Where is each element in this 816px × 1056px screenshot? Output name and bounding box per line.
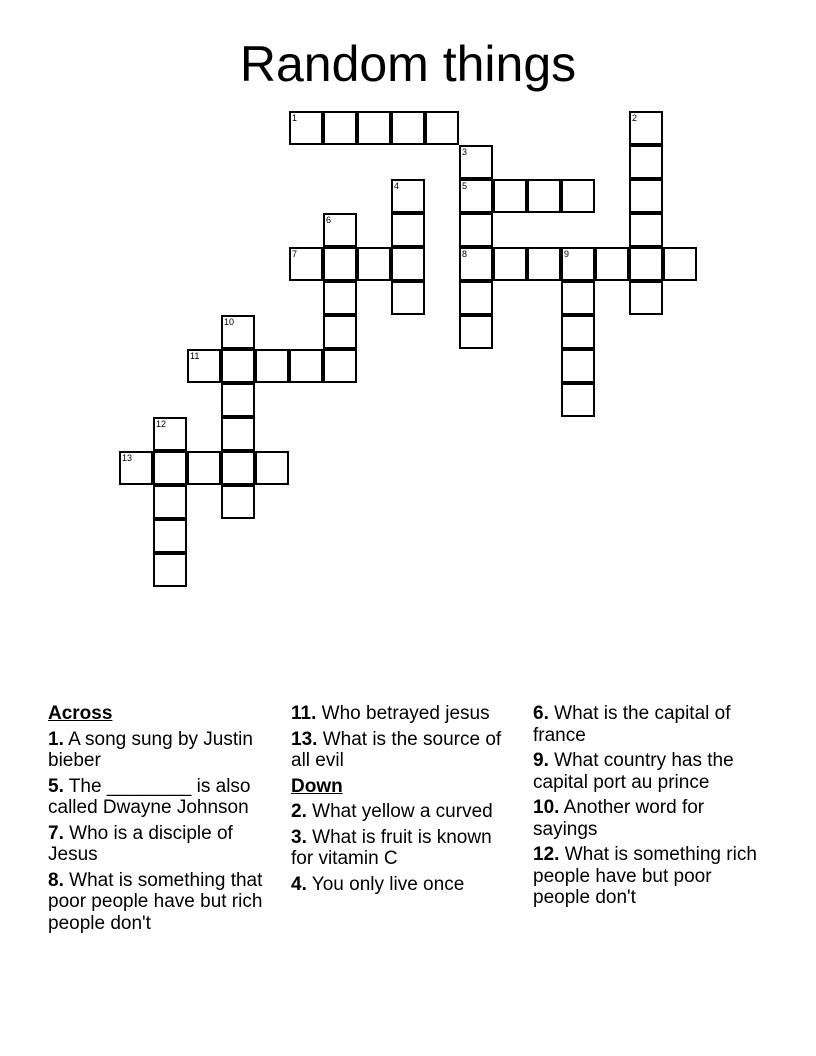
grid-cell[interactable]	[221, 315, 255, 349]
clue-across-8: 8. What is something that poor people have but rich people don't	[48, 869, 263, 934]
clue-down-10: 10. Another word for sayings	[533, 797, 705, 840]
down-heading: Down	[291, 775, 343, 797]
clue-across-5: 5. The ________ is also called Dwayne Johnson	[48, 775, 251, 818]
grid-cell[interactable]	[629, 145, 663, 179]
grid-cell[interactable]	[663, 247, 697, 281]
puzzle-title: Random things	[239, 36, 577, 92]
grid-cell[interactable]	[561, 349, 595, 383]
grid-cell[interactable]	[561, 179, 595, 213]
cell-number: 12	[156, 419, 167, 429]
grid-cell[interactable]	[459, 281, 493, 315]
grid-cell[interactable]	[323, 111, 357, 145]
grid-cell[interactable]	[289, 247, 323, 281]
grid-cell[interactable]	[153, 485, 187, 519]
grid-cell[interactable]	[221, 451, 255, 485]
clue-down-2: 2. What yellow a curved	[291, 801, 493, 822]
grid-cell[interactable]	[323, 247, 357, 281]
grid-cell[interactable]	[221, 349, 255, 383]
grid-cell[interactable]	[153, 417, 187, 451]
clue-down-4: 4. You only live once	[291, 873, 465, 895]
grid-cell[interactable]	[153, 451, 187, 485]
grid-cell[interactable]	[527, 179, 561, 213]
grid-cell[interactable]	[119, 451, 153, 485]
grid-cell[interactable]	[527, 247, 561, 281]
grid-cell[interactable]	[153, 553, 187, 587]
grid-cell[interactable]	[629, 213, 663, 247]
grid-cell[interactable]	[629, 179, 663, 213]
cell-number: 2	[632, 113, 638, 123]
grid-cell[interactable]	[391, 281, 425, 315]
clue-across-11: 11. Who betrayed jesus	[291, 703, 490, 724]
grid-cell[interactable]	[255, 349, 289, 383]
grid-cell[interactable]	[493, 247, 527, 281]
clue-across-7: 7. Who is a disciple of Jesus	[48, 822, 233, 865]
grid-cell[interactable]	[391, 111, 425, 145]
cell-number: 11	[190, 351, 200, 361]
grid-cell[interactable]	[187, 451, 221, 485]
grid-cell[interactable]	[323, 349, 357, 383]
grid-cell[interactable]	[629, 247, 663, 281]
grid-cell[interactable]	[153, 519, 187, 553]
grid-cell[interactable]	[629, 281, 663, 315]
grid-cell[interactable]	[221, 417, 255, 451]
cell-number: 3	[462, 147, 468, 157]
clue-down-3: 3. What is fruit is known for vitamin C	[291, 826, 492, 869]
grid-cell[interactable]	[459, 213, 493, 247]
cell-number: 6	[326, 215, 332, 225]
clue-across-1: 1. A song sung by Justin bieber	[48, 728, 253, 771]
grid-cell[interactable]	[561, 315, 595, 349]
grid-cell[interactable]	[289, 349, 323, 383]
cell-number: 4	[394, 181, 400, 191]
clue-column-2	[291, 703, 516, 899]
grid-cell[interactable]	[459, 179, 493, 213]
grid-cell[interactable]	[391, 213, 425, 247]
grid-cell[interactable]	[561, 247, 595, 281]
grid-cell[interactable]	[323, 315, 357, 349]
grid-cell[interactable]	[357, 111, 391, 145]
grid-cell[interactable]	[357, 247, 391, 281]
clue-column-3	[533, 703, 758, 913]
clue-across-13: 13. What is the source of all evil	[291, 728, 502, 771]
grid-cell[interactable]	[323, 281, 357, 315]
clue-column-1	[48, 703, 273, 938]
cell-number: 5	[462, 181, 468, 191]
grid-cell[interactable]	[561, 281, 595, 315]
grid-cell[interactable]	[493, 179, 527, 213]
cell-number: 13	[122, 453, 133, 463]
grid-cell[interactable]	[561, 383, 595, 417]
cell-number: 7	[292, 249, 298, 259]
grid-cell[interactable]	[187, 349, 221, 383]
grid-cell[interactable]	[323, 213, 357, 247]
grid-cell[interactable]	[255, 451, 289, 485]
grid-cell[interactable]	[221, 383, 255, 417]
grid-cell[interactable]	[289, 111, 323, 145]
grid-cell[interactable]	[459, 315, 493, 349]
cell-number: 1	[292, 113, 298, 123]
grid-cell[interactable]	[221, 485, 255, 519]
clue-down-6: 6. What is the capital of france	[533, 703, 731, 746]
grid-cell[interactable]	[459, 247, 493, 281]
cell-number: 8	[462, 249, 468, 259]
grid-cell[interactable]	[391, 179, 425, 213]
cell-number: 10	[224, 317, 235, 327]
grid-cell[interactable]	[595, 247, 629, 281]
grid-cell[interactable]	[629, 111, 663, 145]
grid-cell[interactable]	[459, 145, 493, 179]
clue-down-9: 9. What country has the capital port au prince	[533, 750, 734, 793]
grid-cell[interactable]	[391, 247, 425, 281]
across-heading: Across	[48, 703, 113, 724]
clue-down-12: 12. What is something rich people have but poor people don't	[533, 844, 757, 908]
cell-number: 9	[564, 249, 570, 259]
grid-cell[interactable]	[425, 111, 459, 145]
